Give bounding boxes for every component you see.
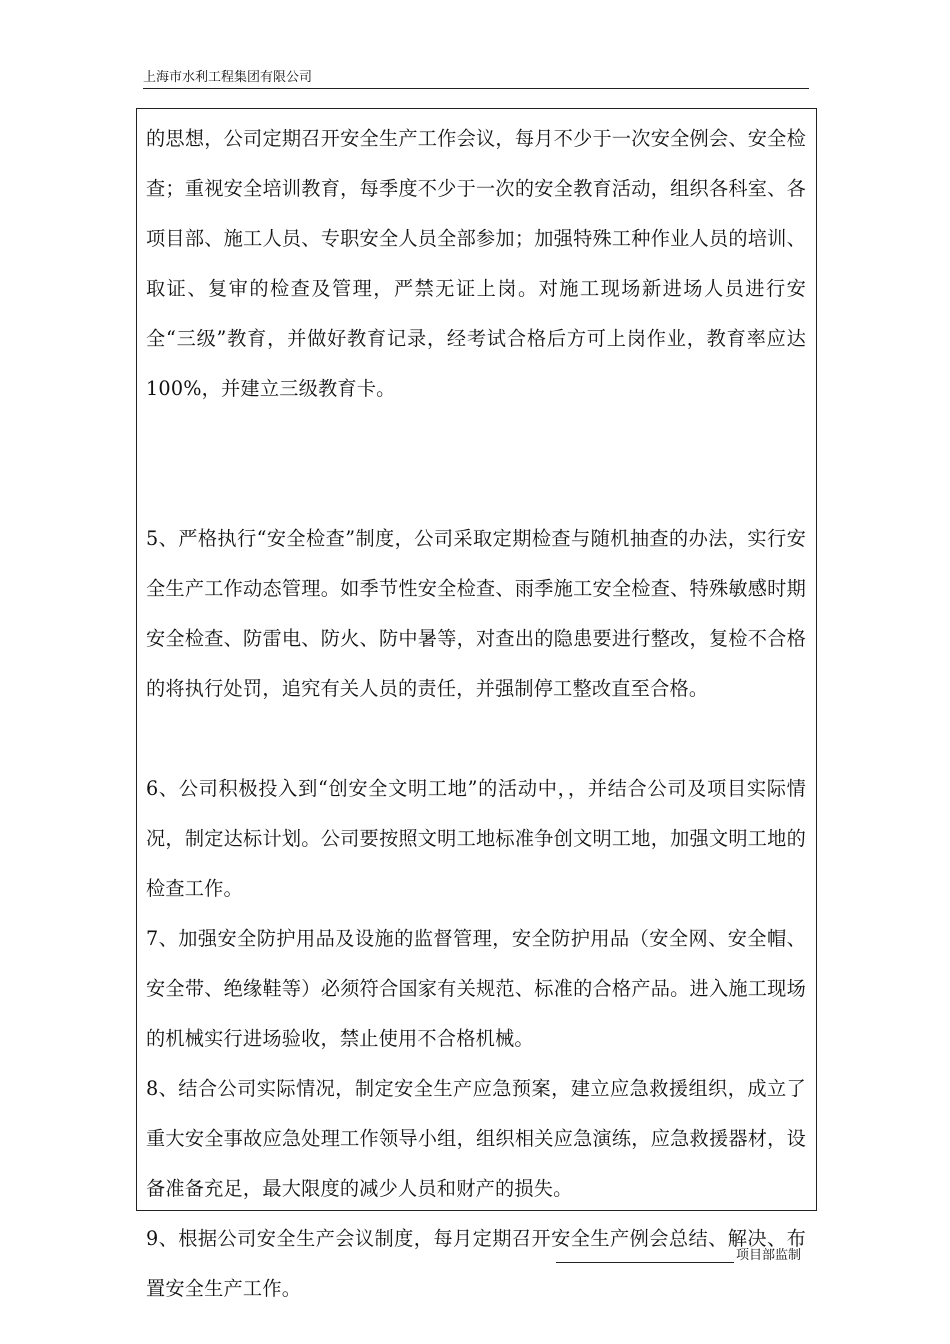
- paragraph-inspection: 5、严格执行“安全检查”制度，公司采取定期检查与随机抽查的办法，实行安全生产工作动态管理。如季节性安全检查、雨季施工安全检查、特殊敏感时期安全检查、防雷电、防火、防中暑等，对查出的隐患要进行整改，复检不合格的将执行处罚，追究有关人员的责任，并强制停工整改直至合格。: [146, 527, 806, 700]
- company-name: 上海市水利工程集团有限公司: [143, 70, 313, 85]
- paragraph-safety-meeting: 9、根据公司安全生产会议制度，每月定期召开安全生产例会总结、解决、布置安全生产工作。: [146, 1227, 806, 1300]
- paragraph-civilized-site: 6、公司积极投入到“创安全文明工地”的活动中，，并结合公司及项目实际情况，制定达标计划。公司要按照文明工地标准争创文明工地，加强文明工地的检查工作。: [146, 777, 806, 900]
- paragraph-emergency-plan: 8、结合公司实际情况，制定安全生产应急预案，建立应急救援组织，成立了重大安全事故应急处理工作领导小组，组织相关应急演练，应急救援器材，设备准备充足，最大限度的减少人员和财产的损失。: [146, 1077, 806, 1200]
- signature-label: 项目部监制: [736, 1248, 802, 1263]
- page-footer: [556, 1246, 808, 1268]
- page-header: [143, 70, 809, 89]
- paragraph-training: 的思想，公司定期召开安全生产工作会议，每月不少于一次安全例会、安全检查；重视安全培训教育，每季度不少于一次的安全教育活动，组织各科室、各项目部、施工人员、专职安全人员全部参加；加强特殊工种作业人员的培训、取证、复审的检查及管理，严禁无证上岗。对施工现场新进场人员进行安全“三级”教育，并做好教育记录，经考试合格后方可上岗作业，教育率应达100%，并建立三级教育卡。: [146, 127, 806, 400]
- paragraph-protective-equipment: 7、加强安全防护用品及设施的监督管理，安全防护用品（安全网、安全帽、安全带、绝缘鞋等）必须符合国家有关规范、标准的合格产品。进入施工现场的机械实行进场验收，禁止使用不合格机械。: [146, 927, 806, 1050]
- signature-line: [556, 1262, 734, 1263]
